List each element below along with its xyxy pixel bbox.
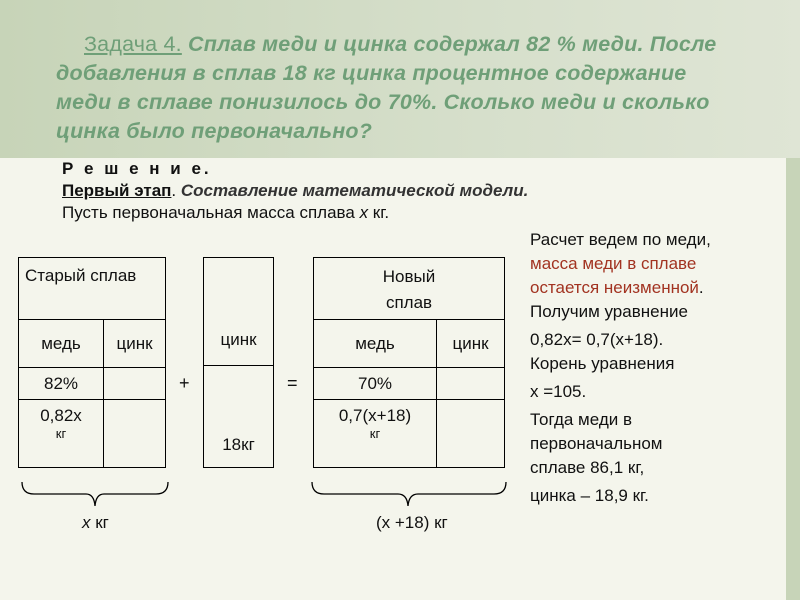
old-alloy-copper-mass bbox=[19, 400, 104, 468]
let-text: Пусть первоначальная масса сплава bbox=[62, 203, 360, 222]
calc-line-1: Расчет ведем по меди, bbox=[530, 230, 711, 249]
solution-heading: Р е ш е н и е. bbox=[62, 159, 212, 178]
calc-line-3-highlight: остается неизменной bbox=[530, 278, 699, 297]
let-unit: кг. bbox=[368, 203, 390, 222]
calc-line-5: 0,82х= 0,7(х+18). bbox=[530, 330, 664, 349]
calc-line-3-end: . bbox=[698, 278, 704, 297]
zinc-mass: 18кг bbox=[204, 366, 274, 468]
plus-sign: + bbox=[179, 373, 190, 393]
calc-line-11: цинка – 18,9 кг. bbox=[530, 486, 649, 505]
new-alloy-copper-pct: 70% bbox=[314, 368, 437, 400]
calc-line-10: сплаве 86,1 кг, bbox=[530, 458, 645, 477]
task-statement bbox=[56, 30, 746, 146]
calc-line-9: первоначальном bbox=[530, 434, 663, 453]
new-alloy-zinc-header: цинк bbox=[437, 320, 505, 368]
old-alloy-zinc-header: цинк bbox=[104, 320, 166, 368]
new-alloy-title bbox=[314, 258, 505, 320]
new-alloy-table bbox=[313, 257, 505, 468]
calc-line-8: Тогда меди в bbox=[530, 410, 632, 429]
new-alloy-copper-mass-value: 0,7(х+18) bbox=[338, 406, 412, 425]
old-alloy-copper-pct: 82% bbox=[19, 368, 104, 400]
calc-line-4: Получим уравнение bbox=[530, 302, 688, 321]
old-alloy-zinc-pct bbox=[104, 368, 166, 400]
task-text: Сплав меди и цинка содержал 82 % меди. После добавления в сплав 18 кг цинка процентное содержание меди в сплаве понизилось до 70%. Сколько меди и сколько цинка было первоначально? bbox=[56, 32, 717, 143]
right-band bbox=[786, 158, 800, 600]
new-alloy-title-line1: Новый bbox=[382, 267, 436, 286]
task-number: Задача 4. bbox=[84, 32, 182, 56]
let-variable: х bbox=[359, 203, 369, 222]
left-brace-unit: кг bbox=[90, 513, 109, 532]
stage-line bbox=[62, 180, 528, 202]
calc-line-6: Корень уравнения bbox=[530, 354, 675, 373]
left-brace bbox=[20, 480, 170, 510]
left-brace-label bbox=[82, 513, 109, 533]
solution-intro bbox=[62, 158, 528, 224]
right-brace-label: (х +18) кг bbox=[376, 513, 448, 532]
new-alloy-zinc-mass bbox=[437, 400, 505, 468]
let-line bbox=[62, 202, 528, 224]
calculation-text bbox=[530, 228, 780, 508]
stage-label: Первый этап bbox=[62, 181, 172, 200]
old-alloy-zinc-mass bbox=[104, 400, 166, 468]
stage-description: Составление математической модели. bbox=[180, 181, 529, 200]
stage-separator: . bbox=[171, 181, 181, 200]
new-alloy-zinc-pct bbox=[437, 368, 505, 400]
right-brace bbox=[310, 480, 510, 510]
zinc-header: цинк bbox=[204, 258, 274, 366]
new-alloy-copper-mass-unit: кг bbox=[369, 426, 381, 441]
old-alloy-copper-mass-unit: кг bbox=[55, 426, 67, 441]
calc-line-3 bbox=[530, 276, 780, 300]
old-alloy-copper-mass-value: 0,82х bbox=[40, 406, 82, 425]
calc-line-7: х =105. bbox=[530, 382, 587, 401]
new-alloy-copper-header: медь bbox=[314, 320, 437, 368]
old-alloy-title: Старый сплав bbox=[19, 258, 166, 320]
new-alloy-title-line2: сплав bbox=[385, 293, 433, 312]
zinc-table bbox=[203, 257, 274, 468]
equals-sign: = bbox=[287, 373, 298, 393]
left-brace-variable: х bbox=[82, 513, 91, 532]
old-alloy-table bbox=[18, 257, 166, 468]
new-alloy-copper-mass bbox=[314, 400, 437, 468]
old-alloy-copper-header: медь bbox=[19, 320, 104, 368]
calc-line-2: масса меди в сплаве bbox=[530, 254, 697, 273]
